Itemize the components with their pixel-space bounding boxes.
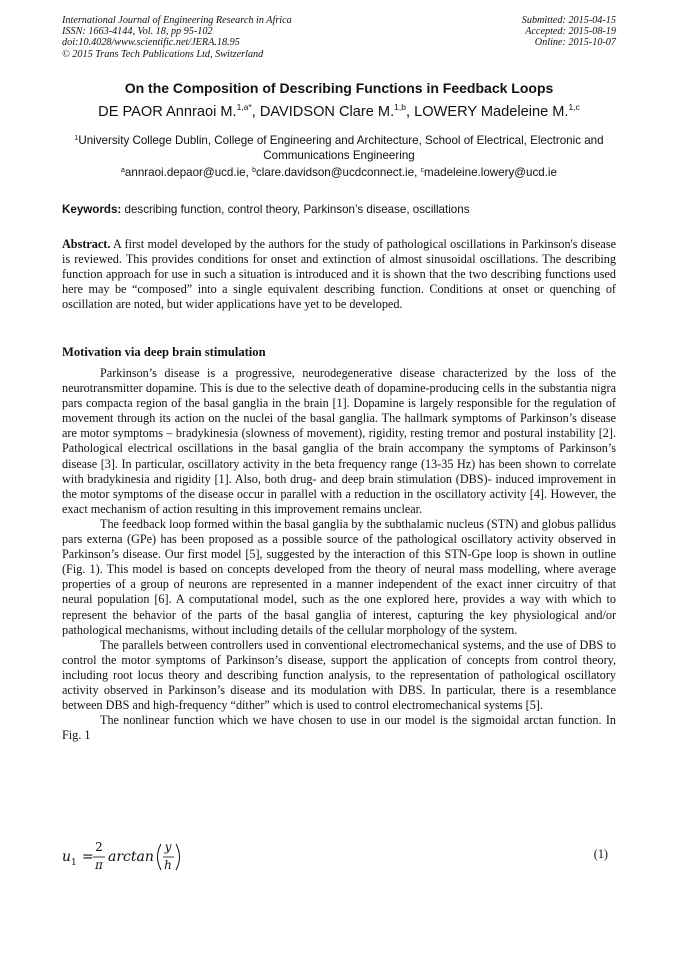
- journal-copyright: © 2015 Trans Tech Publications Ltd, Switzerland: [62, 48, 264, 60]
- author-name: DAVIDSON Clare M.: [259, 104, 395, 120]
- author-list: DE PAOR Annraoi M.$^{1,a*}$, DAVIDSON Clare M.$^{1,b}$, LOWERY Madeleine M.$^{1,c}$: [98, 102, 580, 120]
- equation-coef-numerator: 2: [95, 840, 103, 854]
- journal-name: International Journal of Engineering Research in Africa: [62, 15, 292, 26]
- author-name: LOWERY Madeleine M.: [414, 104, 569, 120]
- affiliation-sup: 1: [74, 135, 79, 142]
- journal-doi[interactable]: doi:10.4028/www.scientific.net/JERA.18.95: [62, 37, 240, 49]
- journal-issn: ISSN: 1663-4144, Vol. 18, pp 95-102: [62, 26, 213, 38]
- accepted-date: Accepted: 2015-08-19: [525, 26, 616, 38]
- right-paren-icon: [176, 844, 180, 870]
- author-affil-sup: 1,a*: [236, 102, 252, 112]
- keywords: [62, 203, 616, 216]
- section-heading: Motivation via deep brain stimulation: [62, 345, 266, 359]
- equation-lhs-sub: 1: [71, 858, 77, 868]
- abstract-label: Abstract.: [62, 237, 111, 251]
- abstract: [62, 237, 616, 312]
- equation-arg-denominator: h: [164, 858, 172, 872]
- section-body: [62, 366, 616, 743]
- online-date: Online: 2015-10-07: [534, 37, 616, 49]
- equation-function: arctan: [108, 849, 154, 865]
- author-affil-sup: 1,b: [394, 102, 406, 112]
- equation-1: [62, 838, 616, 878]
- email-link[interactable]: annraoi.depaor@ucd.ie: [124, 166, 246, 179]
- paragraph: The parallels between controllers used in conventional electromechanical systems, and the use of DBS to control the motor symptoms of Parkinson’s disease, support the application of concepts from control theory, including root locus theory and describing function analysis, to the representation of pathological oscillatory activity observed in Parkinson’s disease and its modulation with DBS. In particular, there is a resemblance between DBS and high-frequency “dither” which is used to control electromechanical systems [5].: [62, 637, 616, 713]
- affiliation: [62, 131, 616, 163]
- submission-dates: [522, 15, 616, 49]
- email-list: $^a$annraoi.depaor@ucd.ie, $^b$clare.davidson@ucdconnect.ie, $^c$madeleine.lowery@ucd.ie: [121, 166, 557, 179]
- paragraph: The nonlinear function which we have chosen to use in our model is the sigmoidal arctan function. In Fig. 1: [62, 713, 616, 743]
- equation-coef-denominator: π: [95, 858, 103, 872]
- equation-equals: =: [82, 849, 94, 865]
- email-link[interactable]: madeleine.lowery@ucd.ie: [424, 166, 557, 179]
- affiliation-text: University College Dublin, College of Engineering and Architecture, School of Electrical, Electronic and Communications Engineering: [78, 134, 604, 162]
- equation-arg-numerator: y: [164, 840, 172, 854]
- equation-number: (1): [593, 847, 608, 861]
- paper-title: On the Composition of Describing Functions in Feedback Loops: [124, 80, 554, 96]
- author-name: DE PAOR Annraoi M.: [98, 104, 237, 120]
- left-paren-icon: [158, 844, 162, 870]
- keywords-label: Keywords:: [62, 203, 122, 216]
- paragraph: Parkinson’s disease is a progressive, neurodegenerative disease characterized by the loss of the neurotransmitter dopamine. This is due to the selective death of dopamine-producing cells in the substantia nigra pars compacta region of the basal ganglia in the brain [1]. Dopamine is largely responsible for the regulation of movement through its action on the nuclei of the basal ganglia. The hallmark symptoms of Parkinson’s disease are motor symptoms – bradykinesia (slowness of movement), rigidity, resting tremor and postural instability [2]. Pathological electrical oscillations in the basal ganglia of the brain accompany the symptoms of Parkinson’s disease [3]. In particular, oscillatory activity in the beta frequency range (13-35 Hz) has been shown to correlate with bradykinesia and rigidity [1]. Also, both drug- and deep brain stimulation (DBS)- induced improvement in the motor symptoms of the disease occur in parallel with a reduction in the oscillatory activity [4]. However, the exact mechanism of action resulting in this improvement remains unclear.: [62, 366, 616, 516]
- equation-formula: [62, 838, 262, 878]
- author-affil-sup: 1,c: [568, 102, 580, 112]
- abstract-text: A first model developed by the authors for the study of pathological oscillations in Parkinson's disease is reviewed. This provides conditions for onset and extinction of almost sinusoidal oscillations. The describing function approach for use in such a situation is introduced and it is shown that the two describing functions used here may be “composed” into a single equivalent describing function. Conditions at onset or quenching of oscillation are noted, but wider applications have yet to be developed.: [62, 237, 616, 312]
- paragraph: The feedback loop formed within the basal ganglia by the subthalamic nucleus (STN) and globus pallidus pars externa (GPe) has been proposed as a possible source of the pathological oscillatory activity observed in Parkinson’s disease. Our first model [5], suggested by the interaction of this STN-Gpe loop is shown in outline (Fig. 1). This model is based on concepts developed from the theory of neural mass modelling, where average properties of a group of neurons are represented in a manner independent of the exact inner circuitry of that neural population [6]. A computational model, such as the one explored here, provides a way with which to represent the behavior of the parts of the basal ganglia of interest, capturing the key physiological and/or pathological mechanisms, without including details of the cellular morphology of the system.: [62, 516, 616, 637]
- keywords-text: describing function, control theory, Parkinson’s disease, oscillations: [121, 203, 470, 216]
- email-link[interactable]: clare.davidson@ucdconnect.ie: [256, 166, 415, 179]
- submitted-date: Submitted: 2015-04-15: [521, 15, 616, 26]
- equation-lhs-var: u: [62, 849, 72, 865]
- journal-info: [62, 15, 292, 60]
